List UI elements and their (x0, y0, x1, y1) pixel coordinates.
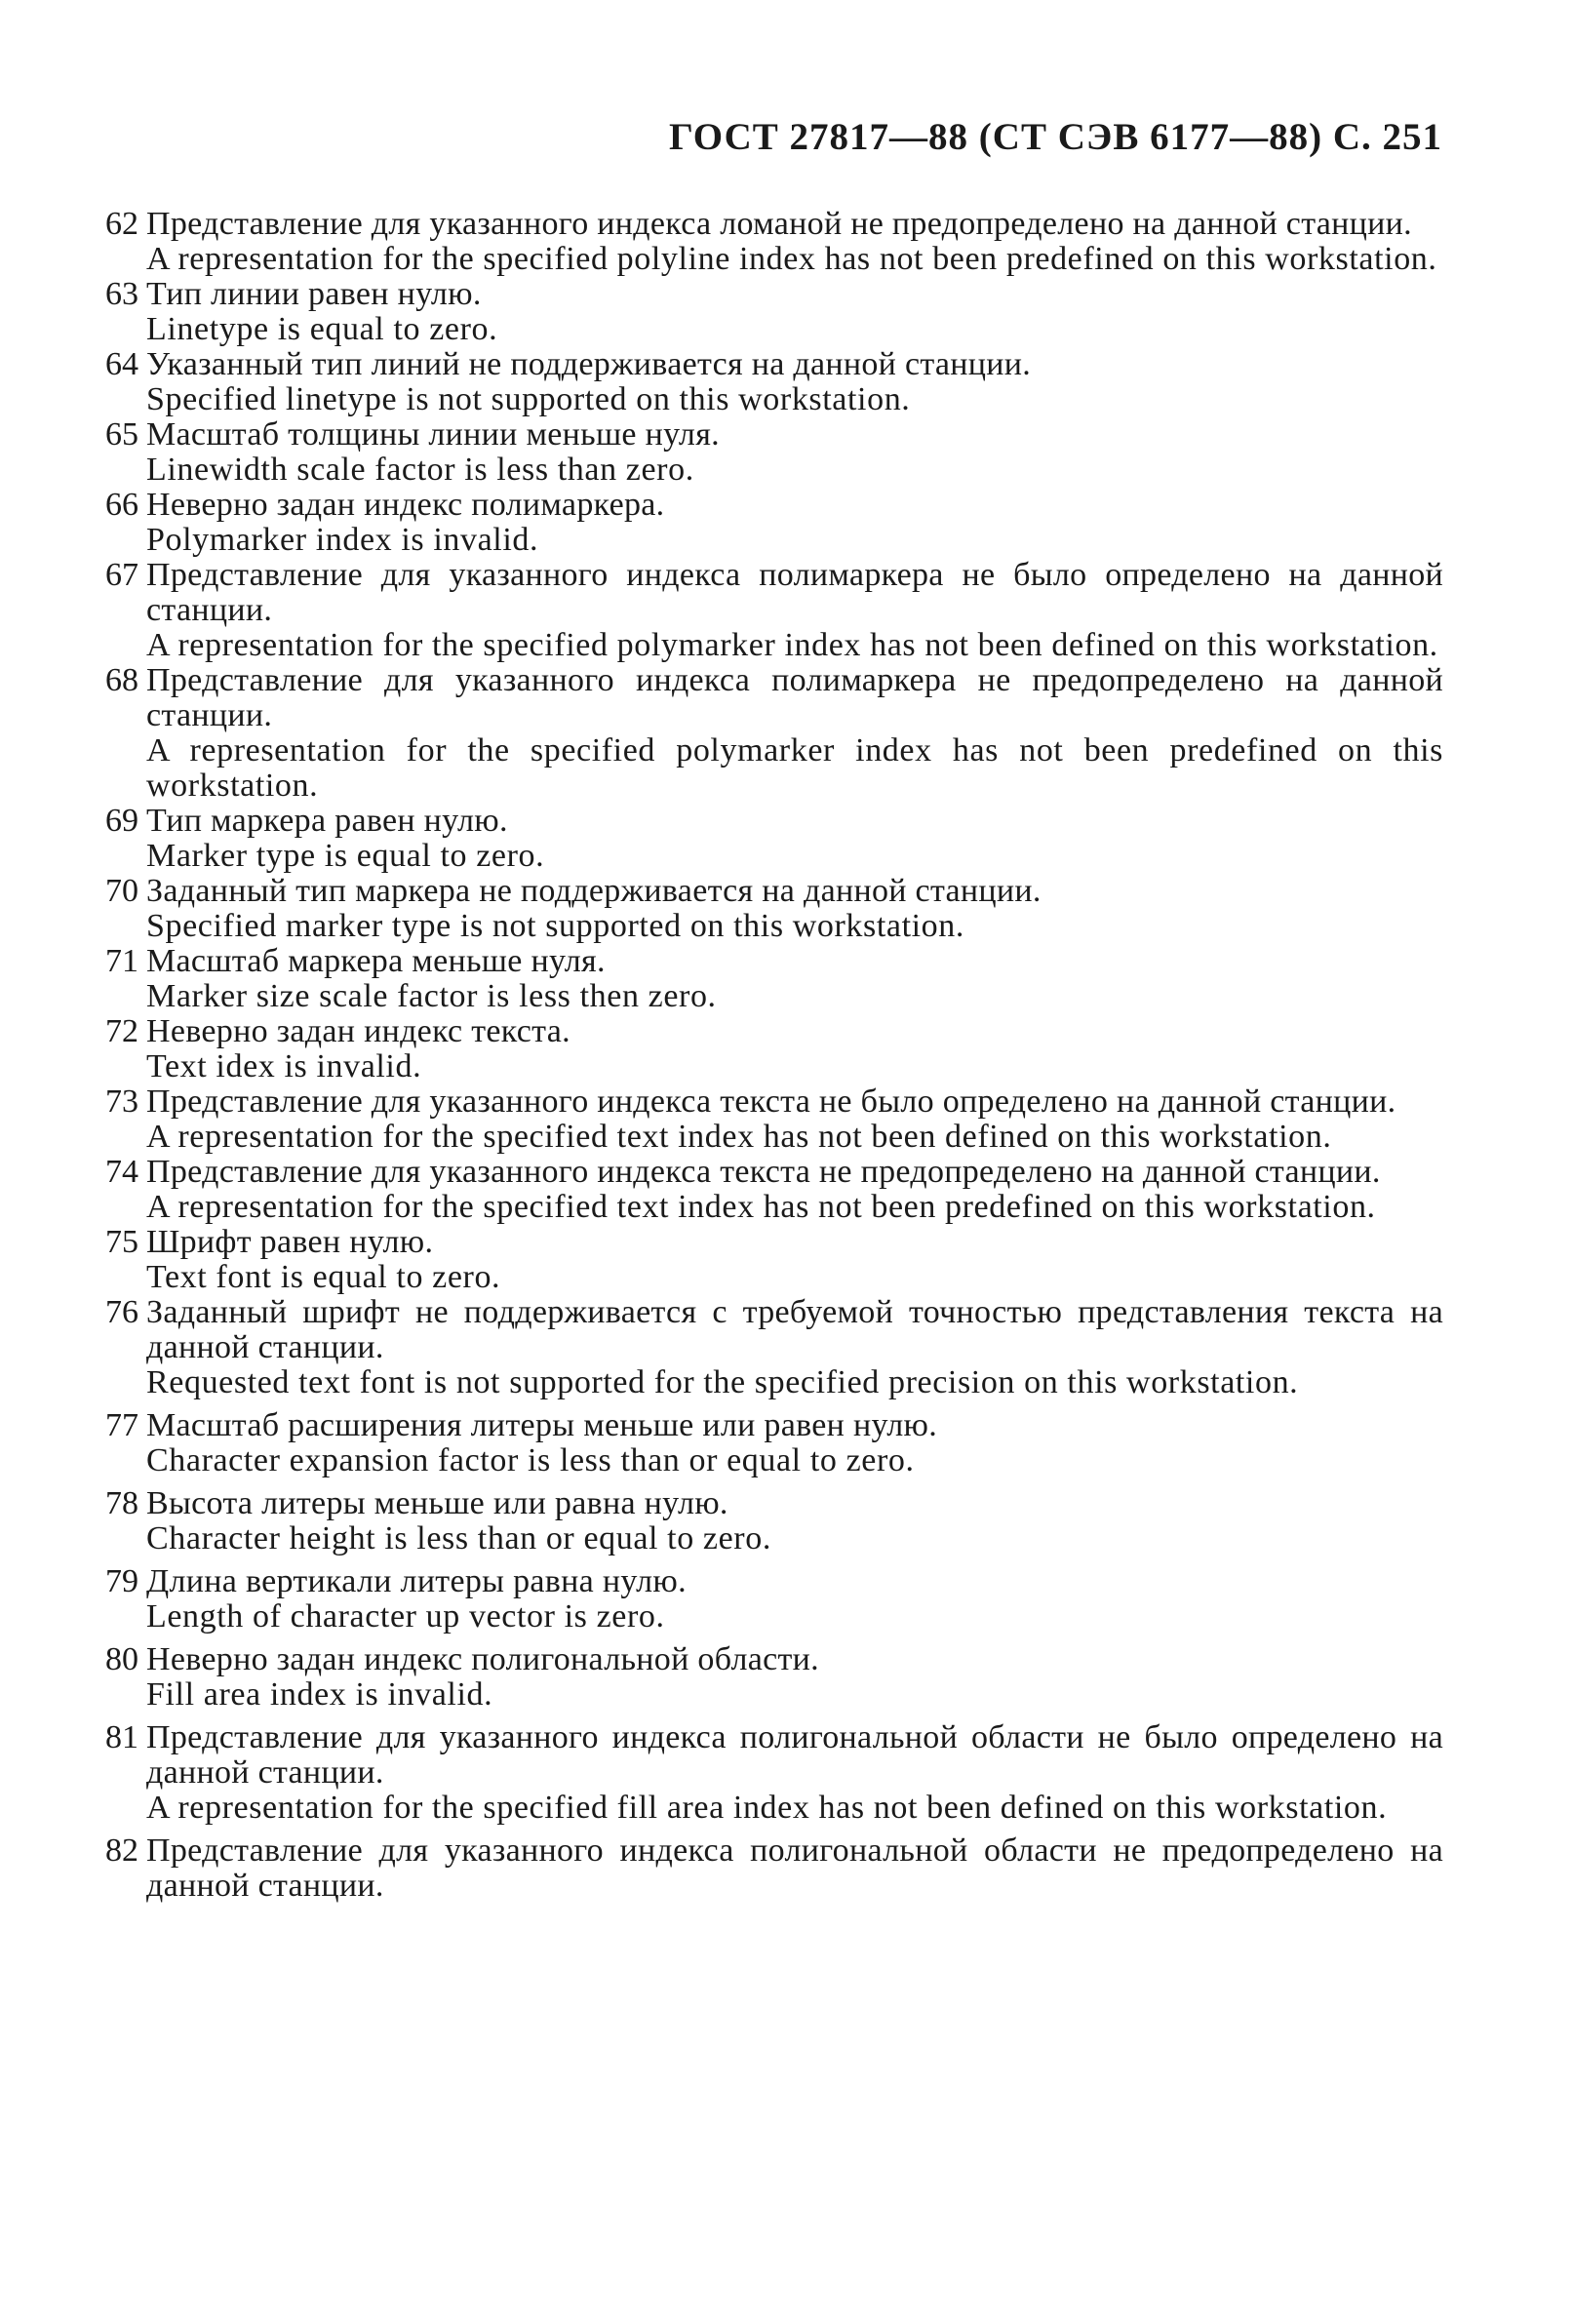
item-body (142, 347, 1443, 417)
list-item (86, 804, 1443, 874)
item-text-en: A representation for the specified polyline index has not been predefined on this workstation. (146, 241, 1437, 277)
list-item (86, 1155, 1443, 1225)
item-text-en: Specified marker type is not supported on this workstation. (146, 908, 964, 944)
item-text-en: Marker type is equal to zero. (146, 838, 545, 874)
item-body (142, 417, 1443, 488)
item-number: 65 (105, 416, 138, 453)
list-item (86, 1642, 1443, 1713)
list-item (86, 1833, 1443, 1904)
item-text-en: Specified linetype is not supported on this workstation. (146, 381, 911, 417)
item-body (142, 1155, 1443, 1225)
item-body (142, 1295, 1443, 1400)
list-item (86, 1564, 1443, 1635)
item-text-en: Length of character up vector is zero. (146, 1598, 665, 1635)
item-text-ru: Масштаб маркера меньше нуля. (146, 943, 606, 979)
item-text-ru: Тип линии равен нулю. (146, 276, 482, 312)
item-text-ru: Шрифт равен нулю. (146, 1224, 434, 1260)
item-text-en: Linewidth scale factor is less than zero. (146, 452, 694, 488)
item-text-en: A representation for the specified text index has not been defined on this workstation. (146, 1119, 1332, 1155)
item-body (142, 1084, 1443, 1155)
item-body (142, 874, 1443, 944)
item-text-en: A representation for the specified fill area index has not been defined on this workstation. (146, 1790, 1388, 1826)
item-number: 81 (105, 1719, 138, 1755)
item-number: 64 (105, 346, 138, 382)
item-body (142, 1486, 1443, 1556)
item-text-ru: Длина вертикали литеры равна нулю. (146, 1563, 687, 1599)
item-number: 80 (105, 1641, 138, 1677)
item-number: 62 (105, 206, 138, 242)
list-item (86, 1408, 1443, 1478)
item-text-ru: Заданный шрифт не поддерживается с требуемой точностью представления текста на данной станции. (146, 1294, 1443, 1365)
item-text-ru: Неверно задан индекс полимаркера. (146, 487, 665, 523)
item-number: 67 (105, 557, 138, 593)
list-item (86, 1720, 1443, 1826)
list-item (86, 207, 1443, 277)
item-text-en: Character height is less than or equal to zero. (146, 1520, 771, 1556)
list-item (86, 663, 1443, 804)
item-number: 73 (105, 1083, 138, 1120)
list-item (86, 488, 1443, 558)
list-item (86, 417, 1443, 488)
item-text-en: A representation for the specified text index has not been predefined on this workstation. (146, 1189, 1376, 1225)
item-text-ru: Заданный тип маркера не поддерживается на данной станции. (146, 873, 1042, 909)
item-number: 75 (105, 1224, 138, 1260)
list-item (86, 1084, 1443, 1155)
item-number: 66 (105, 487, 138, 523)
item-text-ru: Представление для указанного индекса полимаркера не предопределено на данной станции. (146, 662, 1443, 733)
item-text-en: Character expansion factor is less than or equal to zero. (146, 1442, 915, 1478)
item-text-ru: Представление для указанного индекса полигональной области не предопределено на данной станции. (146, 1832, 1443, 1904)
list-item (86, 1014, 1443, 1084)
item-number: 69 (105, 803, 138, 839)
item-number: 70 (105, 873, 138, 909)
item-body (142, 558, 1443, 663)
item-body (142, 207, 1443, 277)
item-text-ru: Высота литеры меньше или равна нулю. (146, 1485, 728, 1521)
item-body (142, 488, 1443, 558)
list-item (86, 558, 1443, 663)
item-number: 76 (105, 1294, 138, 1330)
item-text-ru: Неверно задан индекс полигональной области. (146, 1641, 819, 1677)
list-item (86, 1225, 1443, 1295)
item-text-en: Polymarker index is invalid. (146, 522, 539, 558)
item-body (142, 1408, 1443, 1478)
item-text-en: Marker size scale factor is less then zero. (146, 978, 717, 1014)
list-item (86, 1295, 1443, 1400)
item-text-en: A representation for the specified polymarker index has not been defined on this workstation. (146, 627, 1438, 663)
item-text-en: Requested text font is not supported for the specified precision on this workstation. (146, 1364, 1299, 1400)
item-number: 78 (105, 1485, 138, 1521)
item-body (142, 804, 1443, 874)
item-number: 79 (105, 1563, 138, 1599)
item-number: 74 (105, 1154, 138, 1190)
item-number: 72 (105, 1013, 138, 1049)
item-text-ru: Представление для указанного индекса текста не было определено на данной станции. (146, 1083, 1396, 1120)
item-body (142, 944, 1443, 1014)
list-item (86, 944, 1443, 1014)
item-text-ru: Указанный тип линий не поддерживается на данной станции. (146, 346, 1032, 382)
item-text-ru: Тип маркера равен нулю. (146, 803, 508, 839)
item-body (142, 1225, 1443, 1295)
item-body (142, 1564, 1443, 1635)
item-number: 68 (105, 662, 138, 698)
item-text-ru: Представление для указанного индекса полимаркера не было определено на данной станции. (146, 557, 1443, 628)
list-item (86, 1486, 1443, 1556)
item-text-en: Text idex is invalid. (146, 1048, 422, 1084)
item-body (142, 1833, 1443, 1904)
item-body (142, 1720, 1443, 1826)
item-text-ru: Неверно задан индекс текста. (146, 1013, 570, 1049)
item-body (142, 1642, 1443, 1713)
item-text-ru: Масштаб толщины линии меньше нуля. (146, 416, 720, 453)
item-number: 63 (105, 276, 138, 312)
item-text-en: Linetype is equal to zero. (146, 311, 498, 347)
item-number: 77 (105, 1407, 138, 1443)
item-text-ru: Масштаб расширения литеры меньше или равен нулю. (146, 1407, 938, 1443)
item-text-ru: Представление для указанного индекса полигональной области не было определено на данной станции. (146, 1719, 1443, 1791)
list-item (86, 277, 1443, 347)
error-list (86, 207, 1443, 1904)
item-body (142, 663, 1443, 804)
item-number: 82 (105, 1832, 138, 1869)
item-text-ru: Представление для указанного индекса ломаной не предопределено на данной станции. (146, 206, 1412, 242)
item-text-en: Text font is equal to zero. (146, 1259, 501, 1295)
item-text-en: A representation for the specified polymarker index has not been predefined on this workstation. (146, 732, 1443, 804)
item-number: 71 (105, 943, 138, 979)
item-body (142, 1014, 1443, 1084)
list-item (86, 347, 1443, 417)
item-text-ru: Представление для указанного индекса текста не предопределено на данной станции. (146, 1154, 1381, 1190)
page-header: ГОСТ 27817—88 (СТ СЭВ 6177—88) С. 251 (668, 116, 1442, 158)
item-text-en: Fill area index is invalid. (146, 1676, 493, 1713)
list-item (86, 874, 1443, 944)
item-body (142, 277, 1443, 347)
